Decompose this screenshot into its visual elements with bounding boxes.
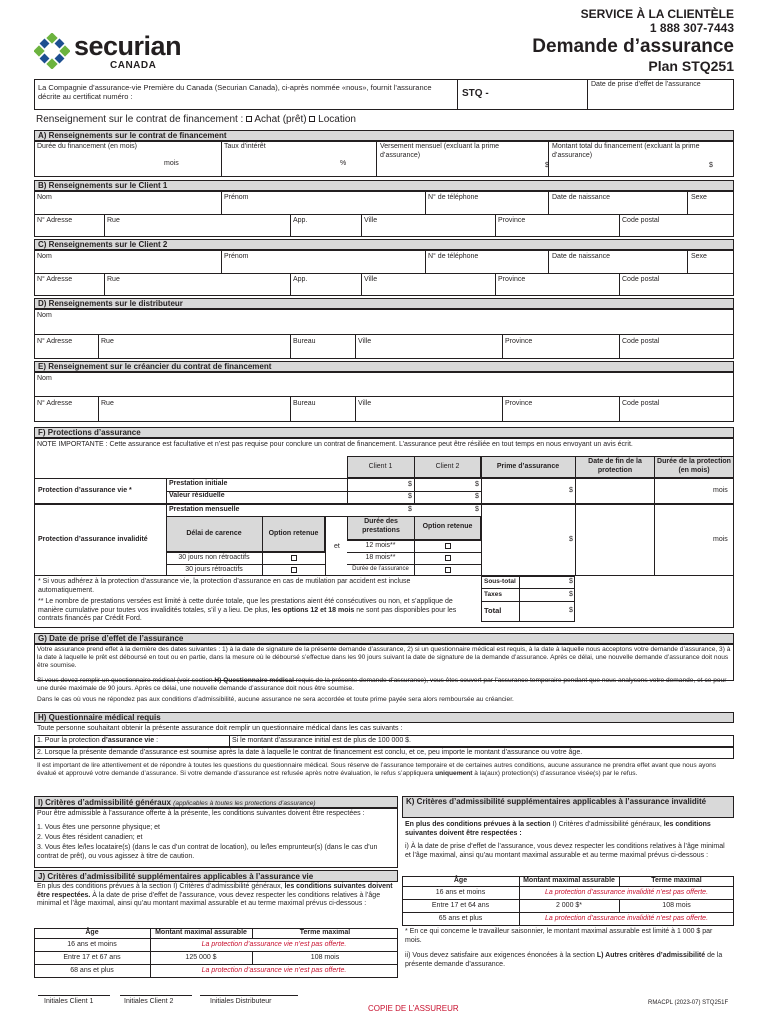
g-p1: Votre assurance prend effet à la dernière des dates suivantes : 1) à la date de signature de la présente demande d’assurance, 2) si un questionnaire médical est requis, à la date à laquelle nous acceptons votre demande d’assurance, 3) à la date à laquelle le prêt est déboursé en tout ou en partie, dans la mesure où le déboursé s’effectue dans les 90 jours suivant la date de signature de la demande d’assurance. Après ce délai, une nouvelle demande d’assurance doit nous être soumise.: [37, 646, 731, 670]
f-vie-c2-dollar1: $: [475, 481, 479, 488]
f-j30n: 30 jours non rétroactifs: [178, 554, 250, 561]
section-f-title: F) Protections d’assurance: [34, 427, 734, 438]
stq-field[interactable]: STQ -: [462, 88, 489, 99]
f-date-fin-header: Date de fin de la protection: [588, 458, 642, 474]
i-l1: 1. Vous êtes une personne physique; et: [37, 824, 160, 831]
label-pct: %: [340, 160, 347, 167]
h-r1-cond: Si le montant d’assurance initial est de plus de 100 000 $.: [232, 737, 412, 744]
c-ville: Ville: [364, 276, 378, 283]
f-inv-c2-dollar: $: [475, 506, 479, 513]
f-option2: Option retenue: [422, 523, 473, 530]
checkbox-location[interactable]: [309, 116, 315, 122]
k-r2-montant: La protection d’assurance invalidité n’est pas offerte.: [544, 915, 709, 922]
b-naissance: Date de naissance: [552, 194, 610, 201]
c-tel: N° de téléphone: [428, 253, 479, 260]
f-inv-c1-dollar: $: [408, 506, 412, 513]
e-nom: Nom: [37, 375, 52, 382]
f-val-res: Valeur résiduelle: [169, 492, 225, 499]
f-vie-label: Protection d’assurance vie *: [38, 487, 132, 494]
section-j-title: J) Critères d’admissibilité supplémentaires applicables à l’assurance vie: [34, 870, 398, 882]
g-p2: Si vous devez remplir un questionnaire médical (voir section H) Questionnaire médical requis de la présente demande d’assurance), vous êtes couvert par l’assurance temporaire pendant que nous analysons votre demande, et ce pour une durée maximale de 90 jours. Après ce délai, une nouvelle demande d’assurance doit nous être soumise.: [37, 677, 727, 693]
e-ville: Ville: [358, 400, 372, 407]
c-adresse: N° Adresse: [37, 276, 73, 283]
f-et: et: [334, 543, 340, 550]
i-l3: 3. Vous êtes le/les locataire(s) (dans le cas d’un contrat de location), ou le/les emprunteur(s) (dans le cas d’un contrat de prêt), ou vous agissez à titre de caution.: [37, 844, 378, 860]
e-adresse: N° Adresse: [37, 400, 73, 407]
k-p1: i) À la date de prise d’effet de l’assurance, vous devez respecter les conditions relatives à l’âge minimal et l’âge maximal, ainsi qu’au montant maximal assurable et au terme maximal prévus ci-dessous :: [405, 843, 725, 859]
e-bureau: Bureau: [293, 400, 316, 407]
checkbox-18m[interactable]: [445, 555, 451, 561]
f-taxes-dollar: $: [569, 591, 573, 598]
service-line1: SERVICE À LA CLIENTÈLE: [580, 7, 734, 21]
b-rue: Rue: [107, 217, 120, 224]
label-montant-total: Montant total du financement (excluant la prime d’assurance): [552, 143, 700, 159]
k-p0: En plus des conditions prévues à la section I) Critères d’admissibilité généraux, les conditions suivantes doivent être respectées :: [405, 821, 711, 837]
f-taxes: Taxes: [484, 591, 502, 598]
c-nom: Nom: [37, 253, 52, 260]
d-adresse: N° Adresse: [37, 338, 73, 345]
d-rue: Rue: [101, 338, 114, 345]
j-h-montant: Montant maximal assurable: [155, 929, 247, 936]
f-total-dollar: $: [569, 607, 573, 614]
section-i-title: I) Critères d’admissibilité généraux (applicables à toutes les protections d’assurance): [34, 796, 398, 808]
k-r1-age: Entre 17 et 64 ans: [431, 902, 490, 909]
k-h-montant: Montant maximal assurable: [523, 877, 615, 884]
section-h-title: H) Questionnaire médical requis: [34, 712, 734, 723]
b-tel: N° de téléphone: [428, 194, 479, 201]
f-vie-prime-dollar: $: [569, 487, 573, 494]
j-r2-age: 68 ans et plus: [70, 967, 114, 974]
f-vie-mois: mois: [713, 487, 728, 494]
initials-distributeur[interactable]: Initiales Distributeur: [210, 998, 272, 1005]
b-nom: Nom: [37, 194, 52, 201]
b-province: Province: [498, 217, 526, 224]
c-app: App.: [293, 276, 308, 283]
initials-client2[interactable]: Initiales Client 2: [124, 998, 174, 1005]
k-note: * En ce qui concerne le travailleur saisonnier, le montant maximal assurable est limité à 1 000 $ par mois.: [405, 928, 713, 944]
section-c-title: C) Renseignements sur le Client 2: [34, 239, 734, 250]
section-a-title: A) Renseignements sur le contrat de financement: [34, 130, 734, 141]
j-h-age: Âge: [85, 929, 99, 936]
label-taux: Taux d’intérêt: [224, 143, 266, 150]
b-app: App.: [293, 217, 308, 224]
f-total: Total: [484, 606, 502, 615]
f-foot2: ** Le nombre de prestations versées est limité à cette durée totale, que les prestations aient été consécutives ou non, et s’applique de manière cumulative pour toutes vos invalidités totales, s’il y a lieu. De plus, les options 12 et 18 mois ne sont pas disponibles pour les contrats financés par Crédit Ford.: [38, 598, 457, 623]
f-vie-c1-dollar1: $: [408, 481, 412, 488]
f-12m: 12 mois**: [365, 542, 396, 549]
label-versement-dollar: $: [545, 162, 549, 169]
h-r1: 1. Pour la protection d’assurance vie :: [37, 737, 159, 744]
b-postal: Code postal: [622, 217, 660, 224]
section-d-title: D) Renseignements sur le distributeur: [34, 298, 734, 309]
f-invalid-label: Protection d’assurance invalidité: [38, 536, 148, 543]
logo-mark-icon: [34, 33, 70, 69]
f-note: NOTE IMPORTANTE : Cette assurance est facultative et n’est pas requise pour conclure un contrat de financement. L’assurance peut être résiliée en tout temps en nous envoyant un avis écrit.: [37, 441, 633, 448]
c-prenom: Prénom: [224, 253, 249, 260]
c-rue: Rue: [107, 276, 120, 283]
b-adresse: N° Adresse: [37, 217, 73, 224]
i-l2: 2. Vous êtes résident canadien; et: [37, 834, 143, 841]
f-j30r: 30 jours rétroactifs: [185, 566, 243, 573]
b-sexe: Sexe: [691, 194, 707, 201]
c-postal: Code postal: [622, 276, 660, 283]
k-r0-montant: La protection d’assurance invalidité n’est pas offerte.: [544, 889, 709, 896]
c-province: Province: [498, 276, 526, 283]
h-p3: Il est important de lire attentivement et de répondre à toutes les questions du questionnaire médical. Sous réserve de l’assurance temporaire et de certaines autres conditions, aucune assurance ne prendra effet avant que nous ayons évalué et approuvé votre demande d’assurance. Si votre demande d’assurance est refusée après notre évaluation, le refus s’appliquera uniquement à la(aux) protection(s) d’assurance visée(s) par le refus.: [37, 762, 717, 778]
g-p3: Dans le cas où vous ne répondez pas aux conditions d’admissibilité, aucune assurance ne sera accordée et toute prime payée sera alors remboursée au créancier.: [37, 696, 514, 703]
j-r1-age: Entre 17 et 67 ans: [63, 954, 121, 961]
plan-label: Plan STQ251: [648, 58, 734, 74]
k-r0-age: 16 ans et moins: [435, 889, 486, 896]
k-r2-age: 65 ans et plus: [438, 915, 483, 922]
financing-label: Renseignement sur le contrat de financement :: [36, 114, 244, 125]
effective-date-field[interactable]: Date de prise d’effet de l’assurance: [591, 81, 701, 88]
b-prenom: Prénom: [224, 194, 249, 201]
f-vie-c1-dollar2: $: [408, 493, 412, 500]
f-foot1: * Si vous adhérez à la protection d’assurance vie, la protection d’assurance en cas de mutilation par accident est incluse automatiquement.: [38, 578, 411, 594]
page-title: Demande d’assurance: [532, 36, 734, 57]
c-naissance: Date de naissance: [552, 253, 610, 260]
section-e-title: E) Renseignement sur le créancier du contrat de financement: [34, 361, 734, 372]
k-r1-montant: 2 000 $*: [555, 902, 583, 909]
checkbox-30n[interactable]: [291, 555, 297, 561]
achat-label: Achat (prêt): [254, 114, 307, 125]
logo-text: securian: [74, 31, 182, 61]
label-versement: Versement mensuel (excluant la prime d’assurance): [380, 143, 500, 159]
d-nom: Nom: [37, 312, 52, 319]
label-montant-dollar: $: [709, 162, 713, 169]
k-p2: ii) Vous devez satisfaire aux exigences énoncées à la section L) Autres critères d’admissibilité de la présente demande d’assurance.: [405, 952, 723, 968]
checkbox-achat[interactable]: [246, 116, 252, 122]
j-r0-age: 16 ans et moins: [67, 941, 117, 948]
service-phone: 1 888 307-7443: [649, 21, 734, 35]
section-b-title: B) Renseignements sur le Client 1: [34, 180, 734, 191]
f-duree-ass: Durée de l’assurance: [352, 566, 409, 572]
h-r2: 2. Lorsque la présente demande d’assurance est soumise après la date à laquelle le contrat de financement est conclu, et ce, peu importe le montant d’assurance ou votre âge.: [37, 749, 583, 756]
section-k-title: K) Critères d’admissibilité supplémentaires applicables à l’assurance invalidité: [402, 796, 734, 818]
d-postal: Code postal: [622, 338, 660, 345]
section-g-title: G) Date de prise d’effet de l’assurance: [34, 633, 734, 644]
checkbox-30r[interactable]: [291, 567, 297, 573]
financing-row: [36, 114, 356, 126]
location-label: Location: [318, 114, 356, 125]
f-prime-header: Prime d’assurance: [496, 463, 560, 470]
f-duree-header: Durée de la protection (en mois): [657, 458, 731, 474]
f-client2-header: Client 2: [435, 463, 460, 470]
j-p0: En plus des conditions prévues à la section I) Critères d’admissibilité généraux, les conditions suivantes doivent être respectées. À la date de prise d’effet de l’assurance, vous devez respecter les conditions relatives à l’âge minimal et l’âge maximal, ainsi qu’au montant maximal assurable et au terme maximal prévus ci-dessous :: [37, 883, 393, 908]
d-province: Province: [505, 338, 533, 345]
c-sexe: Sexe: [691, 253, 707, 260]
logo-sub: CANADA: [110, 60, 157, 71]
label-mois: mois: [164, 160, 179, 167]
f-duree-prest: Durée des prestations: [362, 518, 400, 534]
f-inv-prime-dollar: $: [569, 536, 573, 543]
e-postal: Code postal: [622, 400, 660, 407]
f-18m: 18 mois**: [365, 554, 396, 561]
initials-client1[interactable]: Initiales Client 1: [44, 998, 94, 1005]
checkbox-12m[interactable]: [445, 543, 451, 549]
f-sous-total-dollar: $: [569, 578, 573, 585]
f-option1: Option retenue: [268, 530, 319, 537]
d-bureau: Bureau: [293, 338, 316, 345]
f-prest-mens: Prestation mensuelle: [169, 506, 240, 513]
k-h-age: Âge: [453, 877, 468, 884]
f-client1-header: Client 1: [368, 463, 393, 470]
e-province: Province: [505, 400, 533, 407]
e-rue: Rue: [101, 400, 114, 407]
f-delai: Délai de carence: [186, 530, 242, 537]
i-p0: Pour être admissible à l’assurance offerte à la présente, les conditions suivantes doivent être respectées :: [37, 810, 365, 817]
j-r0-montant: La protection d’assurance vie n’est pas offerte.: [201, 941, 347, 948]
intro-text: La Compagnie d’assurance-vie Première du Canada (Securian Canada), ci-après nommée «nous», fournit l’assurance décrite au certificat numéro :: [38, 83, 432, 102]
j-r2-montant: La protection d’assurance vie n’est pas offerte.: [201, 967, 347, 974]
j-h-terme: Terme maximal: [299, 929, 351, 936]
k-r1-terme: 108 mois: [662, 902, 691, 909]
form-code: RMACPL (2023-07) STQ251F: [648, 1000, 729, 1006]
j-r1-terme: 108 mois: [310, 954, 340, 961]
d-ville: Ville: [358, 338, 372, 345]
b-ville: Ville: [364, 217, 378, 224]
checkbox-duree-ass[interactable]: [445, 567, 451, 573]
h-p0: Toute personne souhaitant obtenir la présente assurance doit remplir un questionnaire médical dans les cas suivants :: [37, 725, 403, 732]
f-prest-init: Prestation initiale: [169, 480, 228, 487]
logo: [34, 33, 204, 75]
f-vie-c2-dollar2: $: [475, 493, 479, 500]
copy-label: COPIE DE L’ASSUREUR: [368, 1004, 459, 1013]
f-sous-total: Sous-total: [484, 578, 516, 585]
j-r1-montant: 125 000 $: [185, 954, 217, 961]
k-h-terme: Terme maximal: [651, 877, 702, 884]
label-duree: Durée du financement (en mois): [37, 143, 137, 150]
f-inv-mois: mois: [713, 536, 728, 543]
